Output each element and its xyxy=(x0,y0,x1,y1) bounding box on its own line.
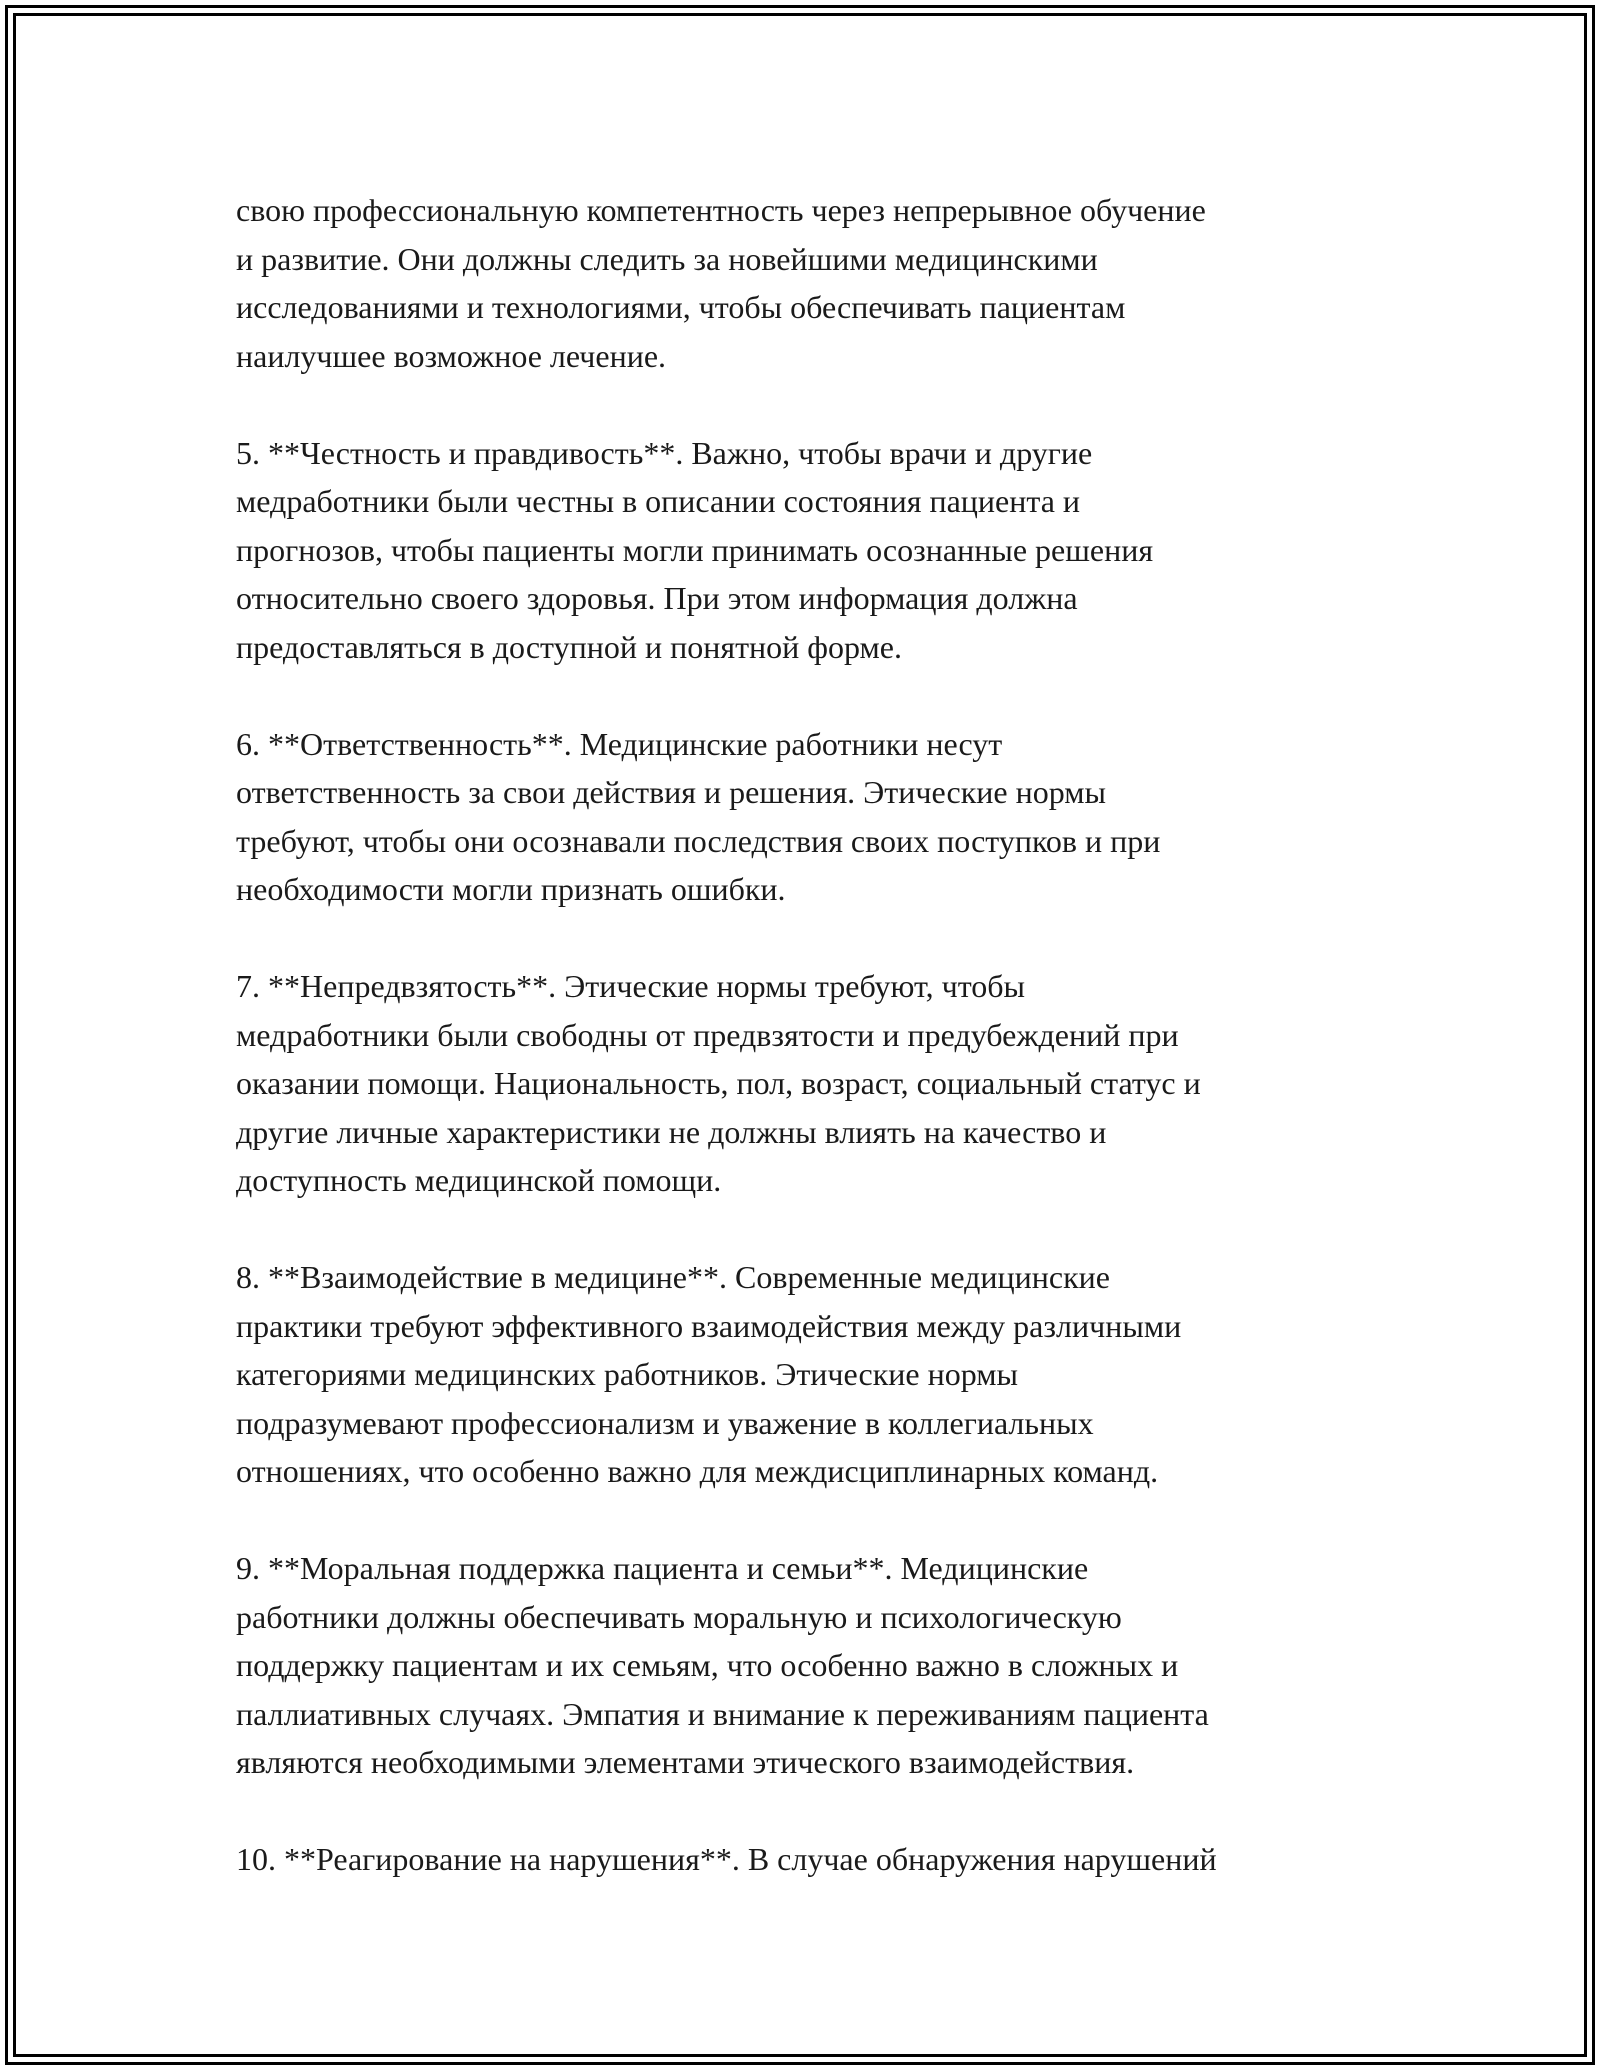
paragraph-item-6 xyxy=(236,720,1386,914)
text-line: 9. **Моральная поддержка пациента и семьи**. Медицинские xyxy=(236,1550,1089,1586)
paragraph-item-5 xyxy=(236,429,1386,672)
text-line: подразумевают профессионализм и уважение в коллегиальных xyxy=(236,1404,1094,1441)
paragraph-item-10 xyxy=(236,1835,1386,1884)
text-line: 7. **Непредвзятость**. Этические нормы требуют, чтобы xyxy=(236,968,1026,1004)
text-line: свою профессиональную компетентность через непрерывное обучение xyxy=(236,192,1206,228)
text-line: практики требуют эффективного взаимодействия между различными xyxy=(236,1307,1182,1344)
text-line: оказании помощи. Национальность, пол, возраст, социальный статус и xyxy=(236,1065,1201,1101)
text-line: являются необходимыми элементами этического взаимодействия. xyxy=(236,1744,1135,1780)
text-line: исследованиями и технологиями, чтобы обеспечивать пациентам xyxy=(236,289,1126,325)
text-line: доступность медицинской помощи. xyxy=(236,1162,722,1198)
paragraph-item-7 xyxy=(236,962,1386,1205)
text-line: отношениях, что особенно важно для междисциплинарных команд. xyxy=(236,1453,1159,1489)
text-line: 6. **Ответственность**. Медицинские работники несут xyxy=(236,725,1003,762)
text-line: ответственность за свои действия и решения. Этические нормы xyxy=(236,774,1106,810)
text-line: 5. **Честность и правдивость**. Важно, чтобы врачи и другие xyxy=(236,434,1093,471)
text-line: паллиативных случаях. Эмпатия и внимание к переживаниям пациента xyxy=(236,1695,1209,1732)
text-line: 8. **Взаимодействие в медицине**. Современные медицинские xyxy=(236,1259,1110,1295)
document-body xyxy=(236,186,1386,1932)
text-line: медработники были честны в описании состояния пациента и xyxy=(236,483,1081,519)
text-line: предоставляться в доступной и понятной форме. xyxy=(236,628,902,665)
paragraph-item-8 xyxy=(236,1253,1386,1496)
text-line: необходимости могли признать ошибки. xyxy=(236,871,786,907)
text-line: требуют, чтобы они осознавали последствия своих поступков и при xyxy=(236,822,1161,859)
paragraph-item-9 xyxy=(236,1544,1386,1787)
text-line: 10. **Реагирование на нарушения**. В случае обнаружения нарушений xyxy=(236,1841,1217,1877)
text-line: и развитие. Они должны следить за новейшими медицинскими xyxy=(236,240,1098,277)
text-line: поддержку пациентам и их семьям, что особенно важно в сложных и xyxy=(236,1647,1179,1683)
text-line: относительно своего здоровья. При этом информация должна xyxy=(236,580,1078,616)
text-line: категориями медицинских работников. Этические нормы xyxy=(236,1356,1018,1392)
text-line: наилучшее возможное лечение. xyxy=(236,337,667,374)
text-line: другие личные характеристики не должны влиять на качество и xyxy=(236,1113,1107,1150)
text-line: медработники были свободны от предвзятости и предубеждений при xyxy=(236,1016,1179,1053)
text-line: прогнозов, чтобы пациенты могли принимать осознанные решения xyxy=(236,531,1154,568)
paragraph-continuation xyxy=(236,186,1386,380)
text-line: работники должны обеспечивать моральную и психологическую xyxy=(236,1598,1122,1635)
